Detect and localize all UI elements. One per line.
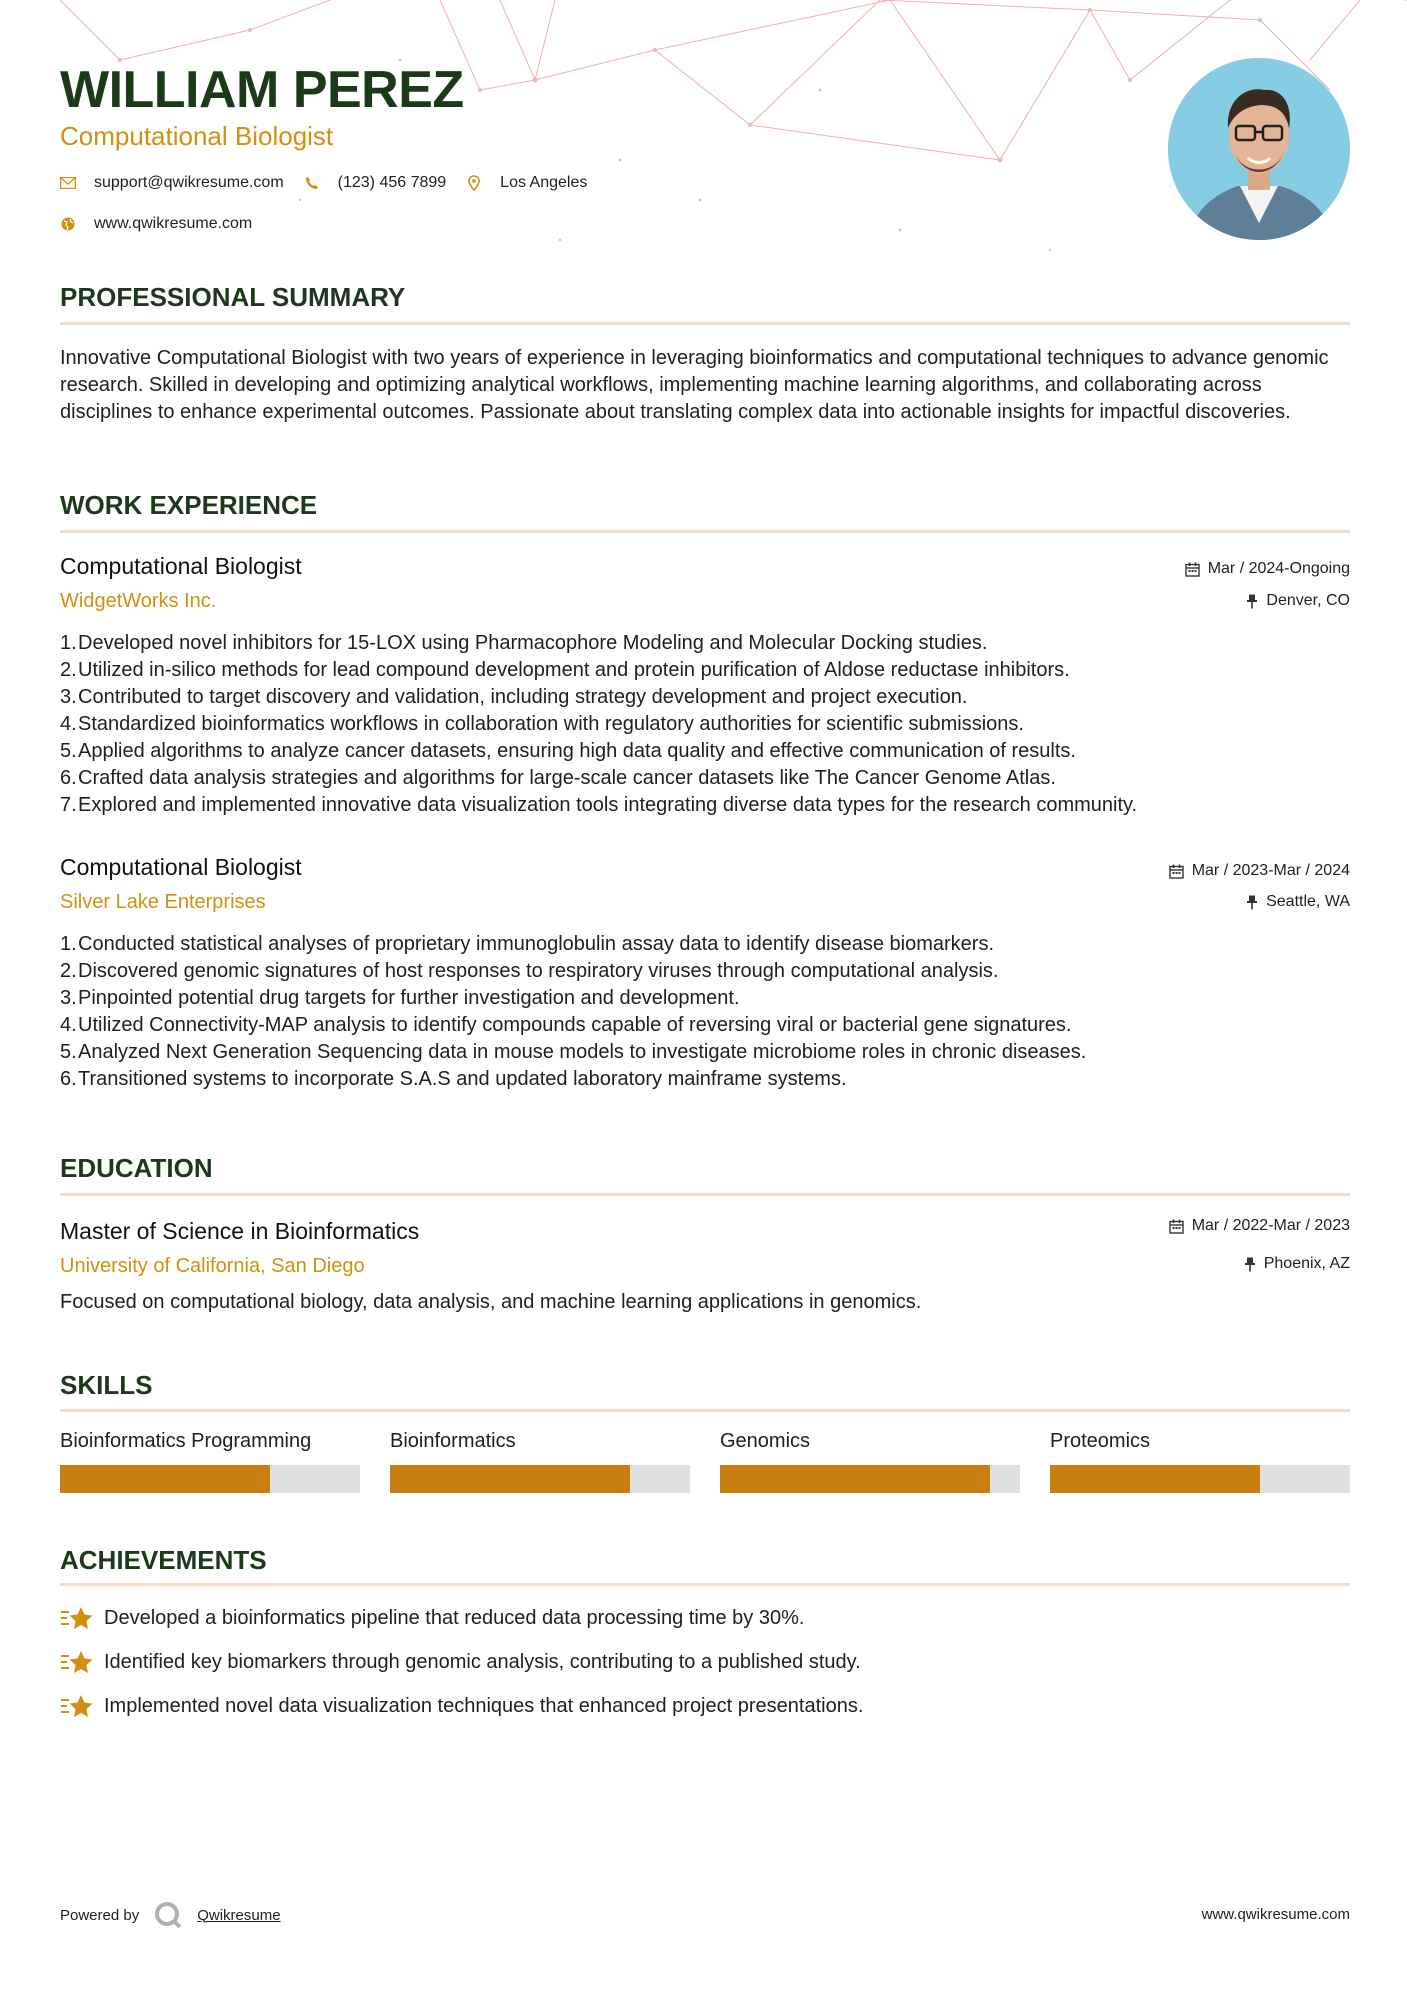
list-item: 6. Transitioned systems to incorporate S.A.S and updated laboratory mainframe systems.: [60, 1068, 847, 1090]
list-item: 4. Utilized Connectivity-MAP analysis to identify compounds capable of reversing viral or bacterial gene signatures.: [60, 1014, 1072, 1036]
pushpin-icon: [1244, 1257, 1256, 1272]
section-title-experience: WORK EXPERIENCE: [60, 490, 318, 520]
star-badge-icon: [60, 1692, 94, 1720]
contact-row-primary: [60, 174, 607, 192]
school-name: University of California, San Diego: [60, 1255, 365, 1277]
skill-bar-fill: [1050, 1465, 1260, 1493]
job-dates-text: Mar / 2023-Mar / 2024: [1191, 862, 1350, 879]
pushpin-icon: [1246, 594, 1258, 609]
achievement-item: [60, 1692, 863, 1720]
candidate-role: Computational Biologist: [60, 121, 334, 151]
skill-item: [1050, 1430, 1350, 1453]
education-dates-text: Mar / 2022-Mar / 2023: [1191, 1217, 1350, 1234]
job-title: Computational Biologist: [60, 854, 302, 880]
list-item: 2. Utilized in-silico methods for lead compound development and protein purification of Aldose reductase inhibitors.: [60, 659, 1070, 681]
location-pin-icon: [466, 175, 482, 191]
skill-name: Bioinformatics: [390, 1430, 516, 1452]
email-link[interactable]: support@qwikresume.com: [94, 174, 284, 191]
education-location: [1244, 1255, 1350, 1273]
job-dates: [1185, 560, 1350, 578]
website-link[interactable]: www.qwikresume.com: [94, 215, 253, 232]
footer-powered-by: [60, 1900, 281, 1930]
location-text: Los Angeles: [500, 174, 588, 191]
skill-name: Genomics: [720, 1430, 811, 1452]
list-item: 5. Applied algorithms to analyze cancer datasets, ensuring high data quality and effective communication of results.: [60, 740, 1076, 762]
company-name: Silver Lake Enterprises: [60, 891, 266, 913]
job-dates-text: Mar / 2024-Ongoing: [1207, 560, 1350, 577]
company-name: WidgetWorks Inc.: [60, 590, 217, 612]
profile-photo: [1168, 58, 1350, 240]
skill-bar-track: [60, 1465, 360, 1493]
skill-bar-fill: [390, 1465, 630, 1493]
calendar-icon: [1169, 864, 1184, 879]
education-description: Focused on computational biology, data analysis, and machine learning applications in genomics.: [60, 1291, 922, 1313]
phone-number[interactable]: (123) 456 7899: [337, 174, 447, 191]
job-bullet-list: [60, 630, 1350, 819]
star-badge-icon: [60, 1648, 94, 1676]
achievement-text: Implemented novel data visualization techniques that enhanced project presentations.: [104, 1694, 864, 1717]
section-title-achievements: ACHIEVEMENTS: [60, 1545, 267, 1575]
list-item: 1. Developed novel inhibitors for 15-LOX using Pharmacophore Modeling and Molecular Docking studies.: [60, 632, 988, 654]
achievement-text: Developed a bioinformatics pipeline that reduced data processing time by 30%.: [104, 1606, 805, 1629]
section-divider: [60, 1583, 1350, 1586]
section-title-summary: PROFESSIONAL SUMMARY: [60, 282, 406, 312]
skill-bar-track: [1050, 1465, 1350, 1493]
education-location-text: Phoenix, AZ: [1263, 1255, 1350, 1272]
star-badge-icon: [60, 1604, 94, 1632]
job-title: Computational Biologist: [60, 553, 302, 579]
section-divider: [60, 530, 1350, 533]
section-divider: [60, 322, 1350, 325]
powered-by-label: Powered by: [60, 1906, 140, 1924]
skill-bar-fill: [720, 1465, 990, 1493]
candidate-name: WILLIAM PEREZ: [60, 61, 464, 119]
list-item: 6. Crafted data analysis strategies and algorithms for large-scale cancer datasets like The Cancer Genome Atlas.: [60, 767, 1056, 789]
job-location: [1246, 592, 1350, 610]
phone-icon: [304, 175, 320, 191]
contact-row-secondary: [60, 215, 272, 233]
summary-text: Innovative Computational Biologist with two years of experience in leveraging bioinformatics and computational techniques to advance genomic research. Skilled in developing and optimizing analytical workflows, implementing machine learning algorithms, and collaborating across disciplines to enhance experimental outcomes. Passionate about translating complex data into actionable insights for impactful discoveries.: [60, 347, 1329, 423]
section-title-skills: SKILLS: [60, 1370, 153, 1400]
job-bullet-list: [60, 931, 1350, 1093]
skill-item: [60, 1430, 360, 1453]
globe-icon: [60, 216, 76, 232]
calendar-icon: [1185, 562, 1200, 577]
qwikresume-logo-icon: [153, 1900, 183, 1930]
list-item: 3. Pinpointed potential drug targets for further investigation and development.: [60, 987, 740, 1009]
skill-name: Bioinformatics Programming: [60, 1430, 312, 1452]
calendar-icon: [1169, 1219, 1184, 1234]
job-dates: [1169, 862, 1350, 880]
job-location-text: Seattle, WA: [1266, 893, 1350, 910]
achievement-item: [60, 1648, 861, 1676]
section-title-education: EDUCATION: [60, 1153, 213, 1183]
achievement-text: Identified key biomarkers through genomic analysis, contributing to a published study.: [104, 1650, 861, 1673]
job-location: [1246, 893, 1350, 911]
list-item: 5. Analyzed Next Generation Sequencing data in mouse models to investigate microbiome roles in chronic diseases.: [60, 1041, 1087, 1063]
pushpin-icon: [1246, 895, 1258, 910]
skill-bar-track: [390, 1465, 690, 1493]
envelope-icon: [60, 175, 76, 191]
list-item: 2. Discovered genomic signatures of host responses to respiratory viruses through computational analysis.: [60, 960, 999, 982]
skill-name: Proteomics: [1050, 1430, 1151, 1452]
achievement-item: [60, 1604, 804, 1632]
list-item: 4. Standardized bioinformatics workflows in collaboration with regulatory authorities for scientific submissions.: [60, 713, 1024, 735]
skill-bar-track: [720, 1465, 1020, 1493]
section-divider: [60, 1409, 1350, 1412]
job-location-text: Denver, CO: [1266, 592, 1350, 609]
skill-item: [390, 1430, 690, 1453]
section-divider: [60, 1193, 1350, 1196]
qwikresume-link[interactable]: Qwikresume: [197, 1906, 281, 1924]
footer-website-link[interactable]: www.qwikresume.com: [1201, 1906, 1350, 1923]
list-item: 1. Conducted statistical analyses of proprietary immunoglobulin assay data to identify disease biomarkers.: [60, 933, 995, 955]
list-item: 7. Explored and implemented innovative data visualization tools integrating diverse data types for the research community.: [60, 794, 1138, 816]
degree-title: Master of Science in Bioinformatics: [60, 1218, 420, 1244]
skill-bar-fill: [60, 1465, 270, 1493]
list-item: 3. Contributed to target discovery and validation, including strategy development and project execution.: [60, 686, 968, 708]
education-dates: [1169, 1217, 1350, 1235]
skill-item: [720, 1430, 1020, 1453]
